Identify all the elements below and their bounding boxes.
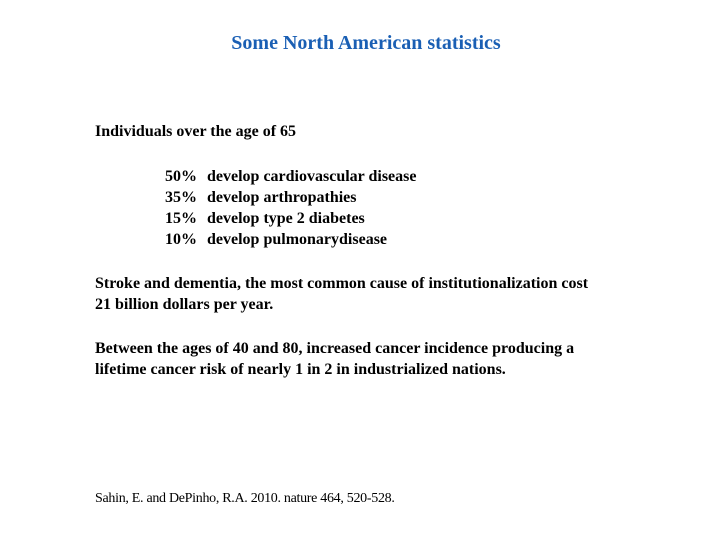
cancer-risk-paragraph bbox=[95, 338, 574, 380]
stroke-dementia-paragraph bbox=[95, 273, 588, 315]
stat-percent: 35% bbox=[165, 189, 197, 206]
stat-description: develop pulmonarydisease bbox=[207, 231, 388, 248]
stat-description: develop type 2 diabetes bbox=[207, 210, 365, 227]
list-item bbox=[165, 166, 416, 187]
list-item bbox=[165, 229, 416, 250]
stat-description: develop cardiovascular disease bbox=[207, 168, 417, 185]
stat-description: develop arthropathies bbox=[207, 189, 357, 206]
section-heading: Individuals over the age of 65 bbox=[95, 123, 297, 140]
stat-percent: 50% bbox=[165, 168, 197, 185]
citation: Sahin, E. and DePinho, R.A. 2010. nature 464, 520-528. bbox=[95, 491, 395, 506]
slide-title: Some North American statistics bbox=[231, 32, 501, 54]
list-item bbox=[165, 208, 416, 229]
stat-percent: 15% bbox=[165, 210, 197, 227]
stat-percent: 10% bbox=[165, 231, 197, 248]
paragraph-line: 21 billion dollars per year. bbox=[95, 296, 274, 313]
statistics-list bbox=[165, 166, 416, 250]
list-item bbox=[165, 187, 416, 208]
paragraph-line: Between the ages of 40 and 80, increased cancer incidence producing a bbox=[95, 340, 575, 357]
paragraph-line: lifetime cancer risk of nearly 1 in 2 in industrialized nations. bbox=[95, 361, 506, 378]
paragraph-line: Stroke and dementia, the most common cause of institutionalization cost bbox=[95, 275, 589, 292]
